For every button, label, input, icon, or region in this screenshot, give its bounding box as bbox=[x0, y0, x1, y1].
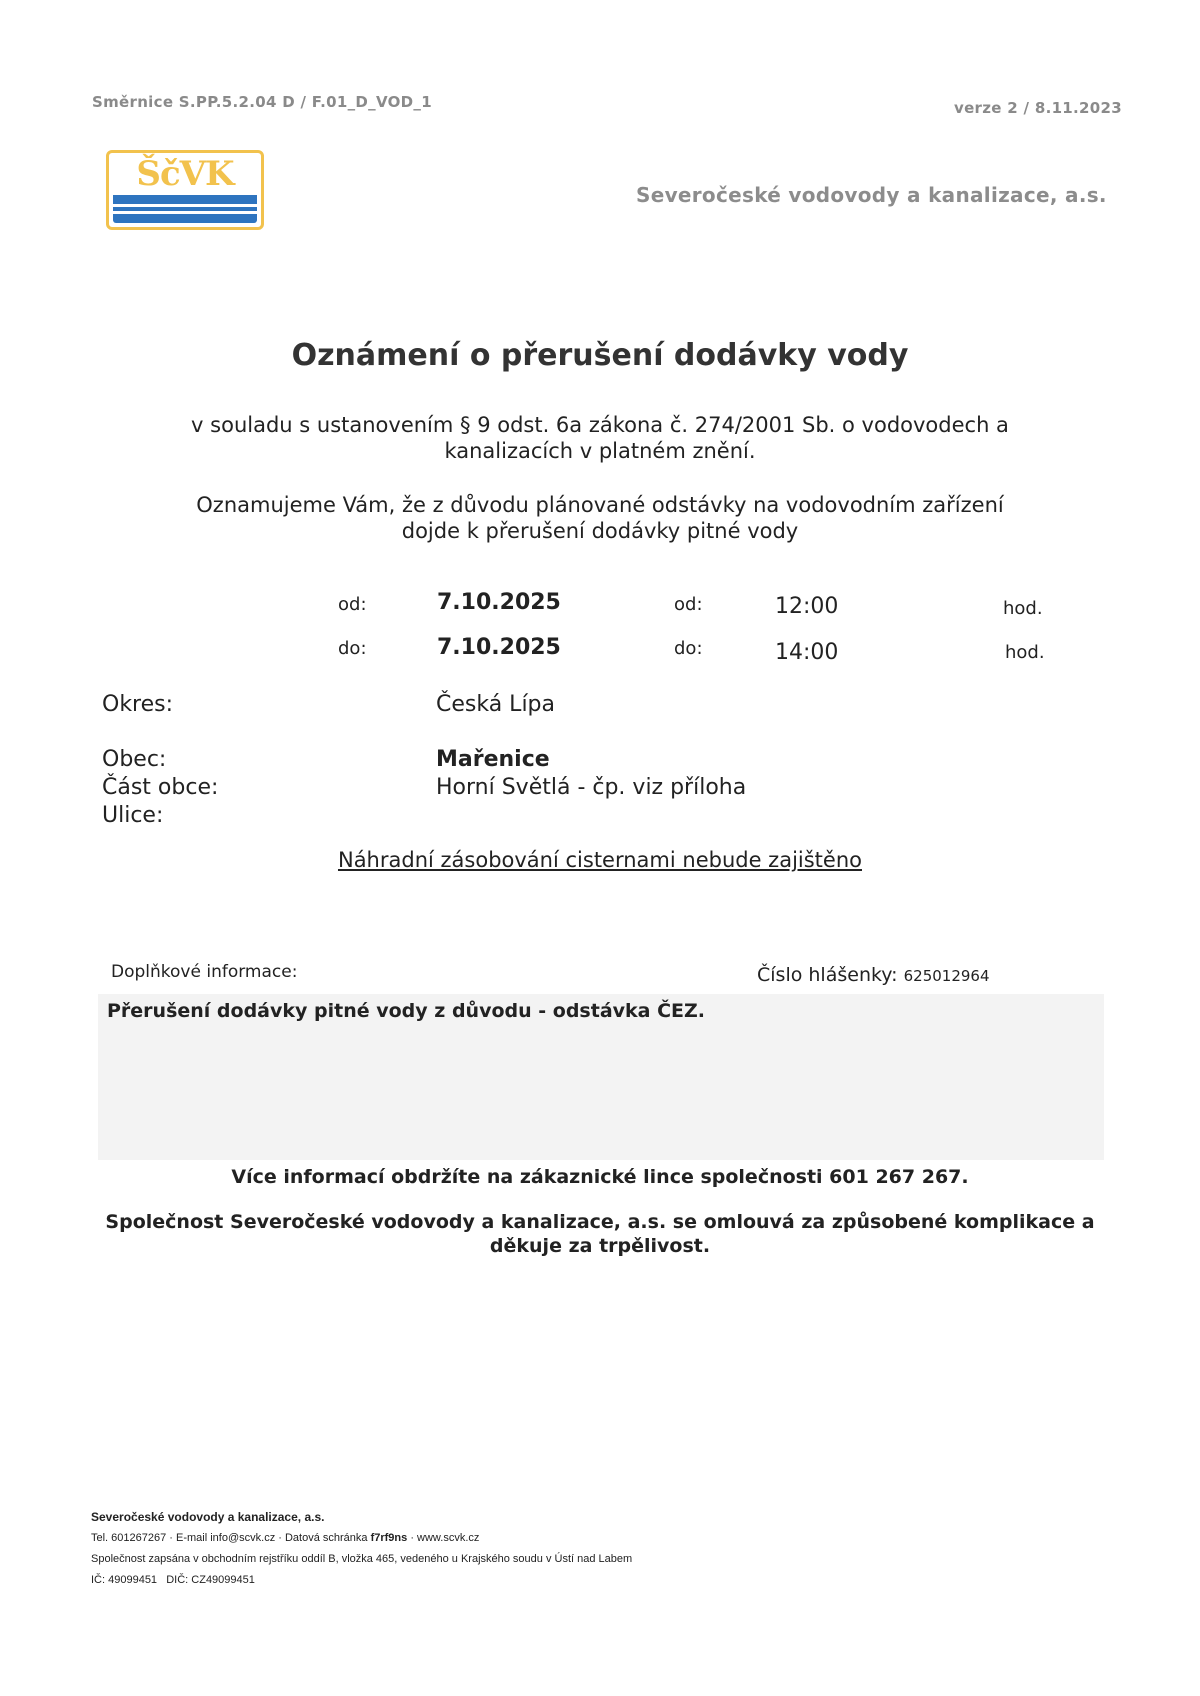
footer-contact bbox=[91, 1532, 479, 1544]
legal-basis bbox=[130, 412, 1070, 464]
header-company-name: Severočeské vodovody a kanalizace, a.s. bbox=[636, 183, 1107, 207]
municipality-value: Mařenice bbox=[436, 747, 550, 772]
apology-line-2: děkuje za trpělivost. bbox=[489, 1235, 711, 1257]
ticket-number-value: 625012964 bbox=[903, 967, 990, 985]
footer-contact-prefix: Tel. 601267267 · E-mail info@scvk.cz · Datová schránka bbox=[91, 1532, 371, 1544]
scvk-logo bbox=[106, 150, 264, 230]
from-time: 12:00 bbox=[775, 594, 839, 619]
municipality-label: Obec: bbox=[102, 747, 167, 772]
from-date-label: od: bbox=[338, 594, 367, 615]
to-time: 14:00 bbox=[775, 640, 839, 665]
page-title: Oznámení o přerušení dodávky vody bbox=[291, 338, 909, 373]
ticket-number-label: Číslo hlášenky: bbox=[757, 964, 898, 986]
to-date-label: do: bbox=[338, 638, 367, 659]
logo-text: ŠčVK bbox=[136, 154, 234, 194]
footer-website: · www.scvk.cz bbox=[407, 1532, 480, 1544]
from-time-unit: hod. bbox=[1003, 598, 1043, 619]
document-version: verze 2 / 8.11.2023 bbox=[954, 99, 1122, 117]
footer-ids: IČ: 49099451 DIČ: CZ49099451 bbox=[91, 1574, 255, 1586]
footer-data-box: f7rf9ns bbox=[370, 1532, 408, 1544]
to-date: 7.10.2025 bbox=[437, 635, 561, 660]
substitute-supply-text: Náhradní zásobování cisternami nebude zajištěno bbox=[337, 848, 862, 872]
additional-info-text: Přerušení dodávky pitné vody z důvodu - odstávka ČEZ. bbox=[107, 1000, 706, 1022]
logo-water-stripes-icon bbox=[113, 195, 257, 223]
part-label: Část obce: bbox=[102, 775, 219, 800]
footer-registry: Společnost zapsána v obchodním rejstříku oddíl B, vložka 465, vedeného u Krajského soudu v Ústí nad Labem bbox=[91, 1553, 633, 1565]
legal-basis-line-2: kanalizacích v platném znění. bbox=[444, 439, 756, 463]
notice-text bbox=[130, 492, 1070, 544]
ticket-number bbox=[757, 964, 990, 986]
notice-line-1: Oznamujeme Vám, že z důvodu plánované odstávky na vodovodním zařízení bbox=[196, 493, 1004, 517]
document-reference: Směrnice S.PP.5.2.04 D / F.01_D_VOD_1 bbox=[92, 93, 432, 111]
district-value: Česká Lípa bbox=[436, 692, 556, 717]
district-label: Okres: bbox=[102, 692, 174, 717]
substitute-supply-notice bbox=[0, 848, 1200, 872]
footer-company: Severočeské vodovody a kanalizace, a.s. bbox=[91, 1510, 325, 1524]
legal-basis-line-1: v souladu s ustanovením § 9 odst. 6a zákona č. 274/2001 Sb. o vodovodech a bbox=[191, 413, 1009, 437]
to-time-unit: hod. bbox=[1005, 642, 1045, 663]
to-time-label: do: bbox=[674, 638, 703, 659]
street-label: Ulice: bbox=[102, 803, 164, 828]
apology-text bbox=[100, 1210, 1100, 1258]
customer-line-info: Více informací obdržíte na zákaznické lince společnosti 601 267 267. bbox=[231, 1166, 969, 1188]
notice-line-2: dojde k přerušení dodávky pitné vody bbox=[401, 519, 799, 543]
from-date: 7.10.2025 bbox=[437, 590, 561, 615]
from-time-label: od: bbox=[674, 594, 703, 615]
part-value: Horní Světlá - čp. viz příloha bbox=[436, 775, 747, 800]
additional-info-label: Doplňkové informace: bbox=[111, 962, 298, 982]
apology-line-1: Společnost Severočeské vodovody a kanalizace, a.s. se omlouvá za způsobené komplikace a bbox=[105, 1211, 1095, 1233]
